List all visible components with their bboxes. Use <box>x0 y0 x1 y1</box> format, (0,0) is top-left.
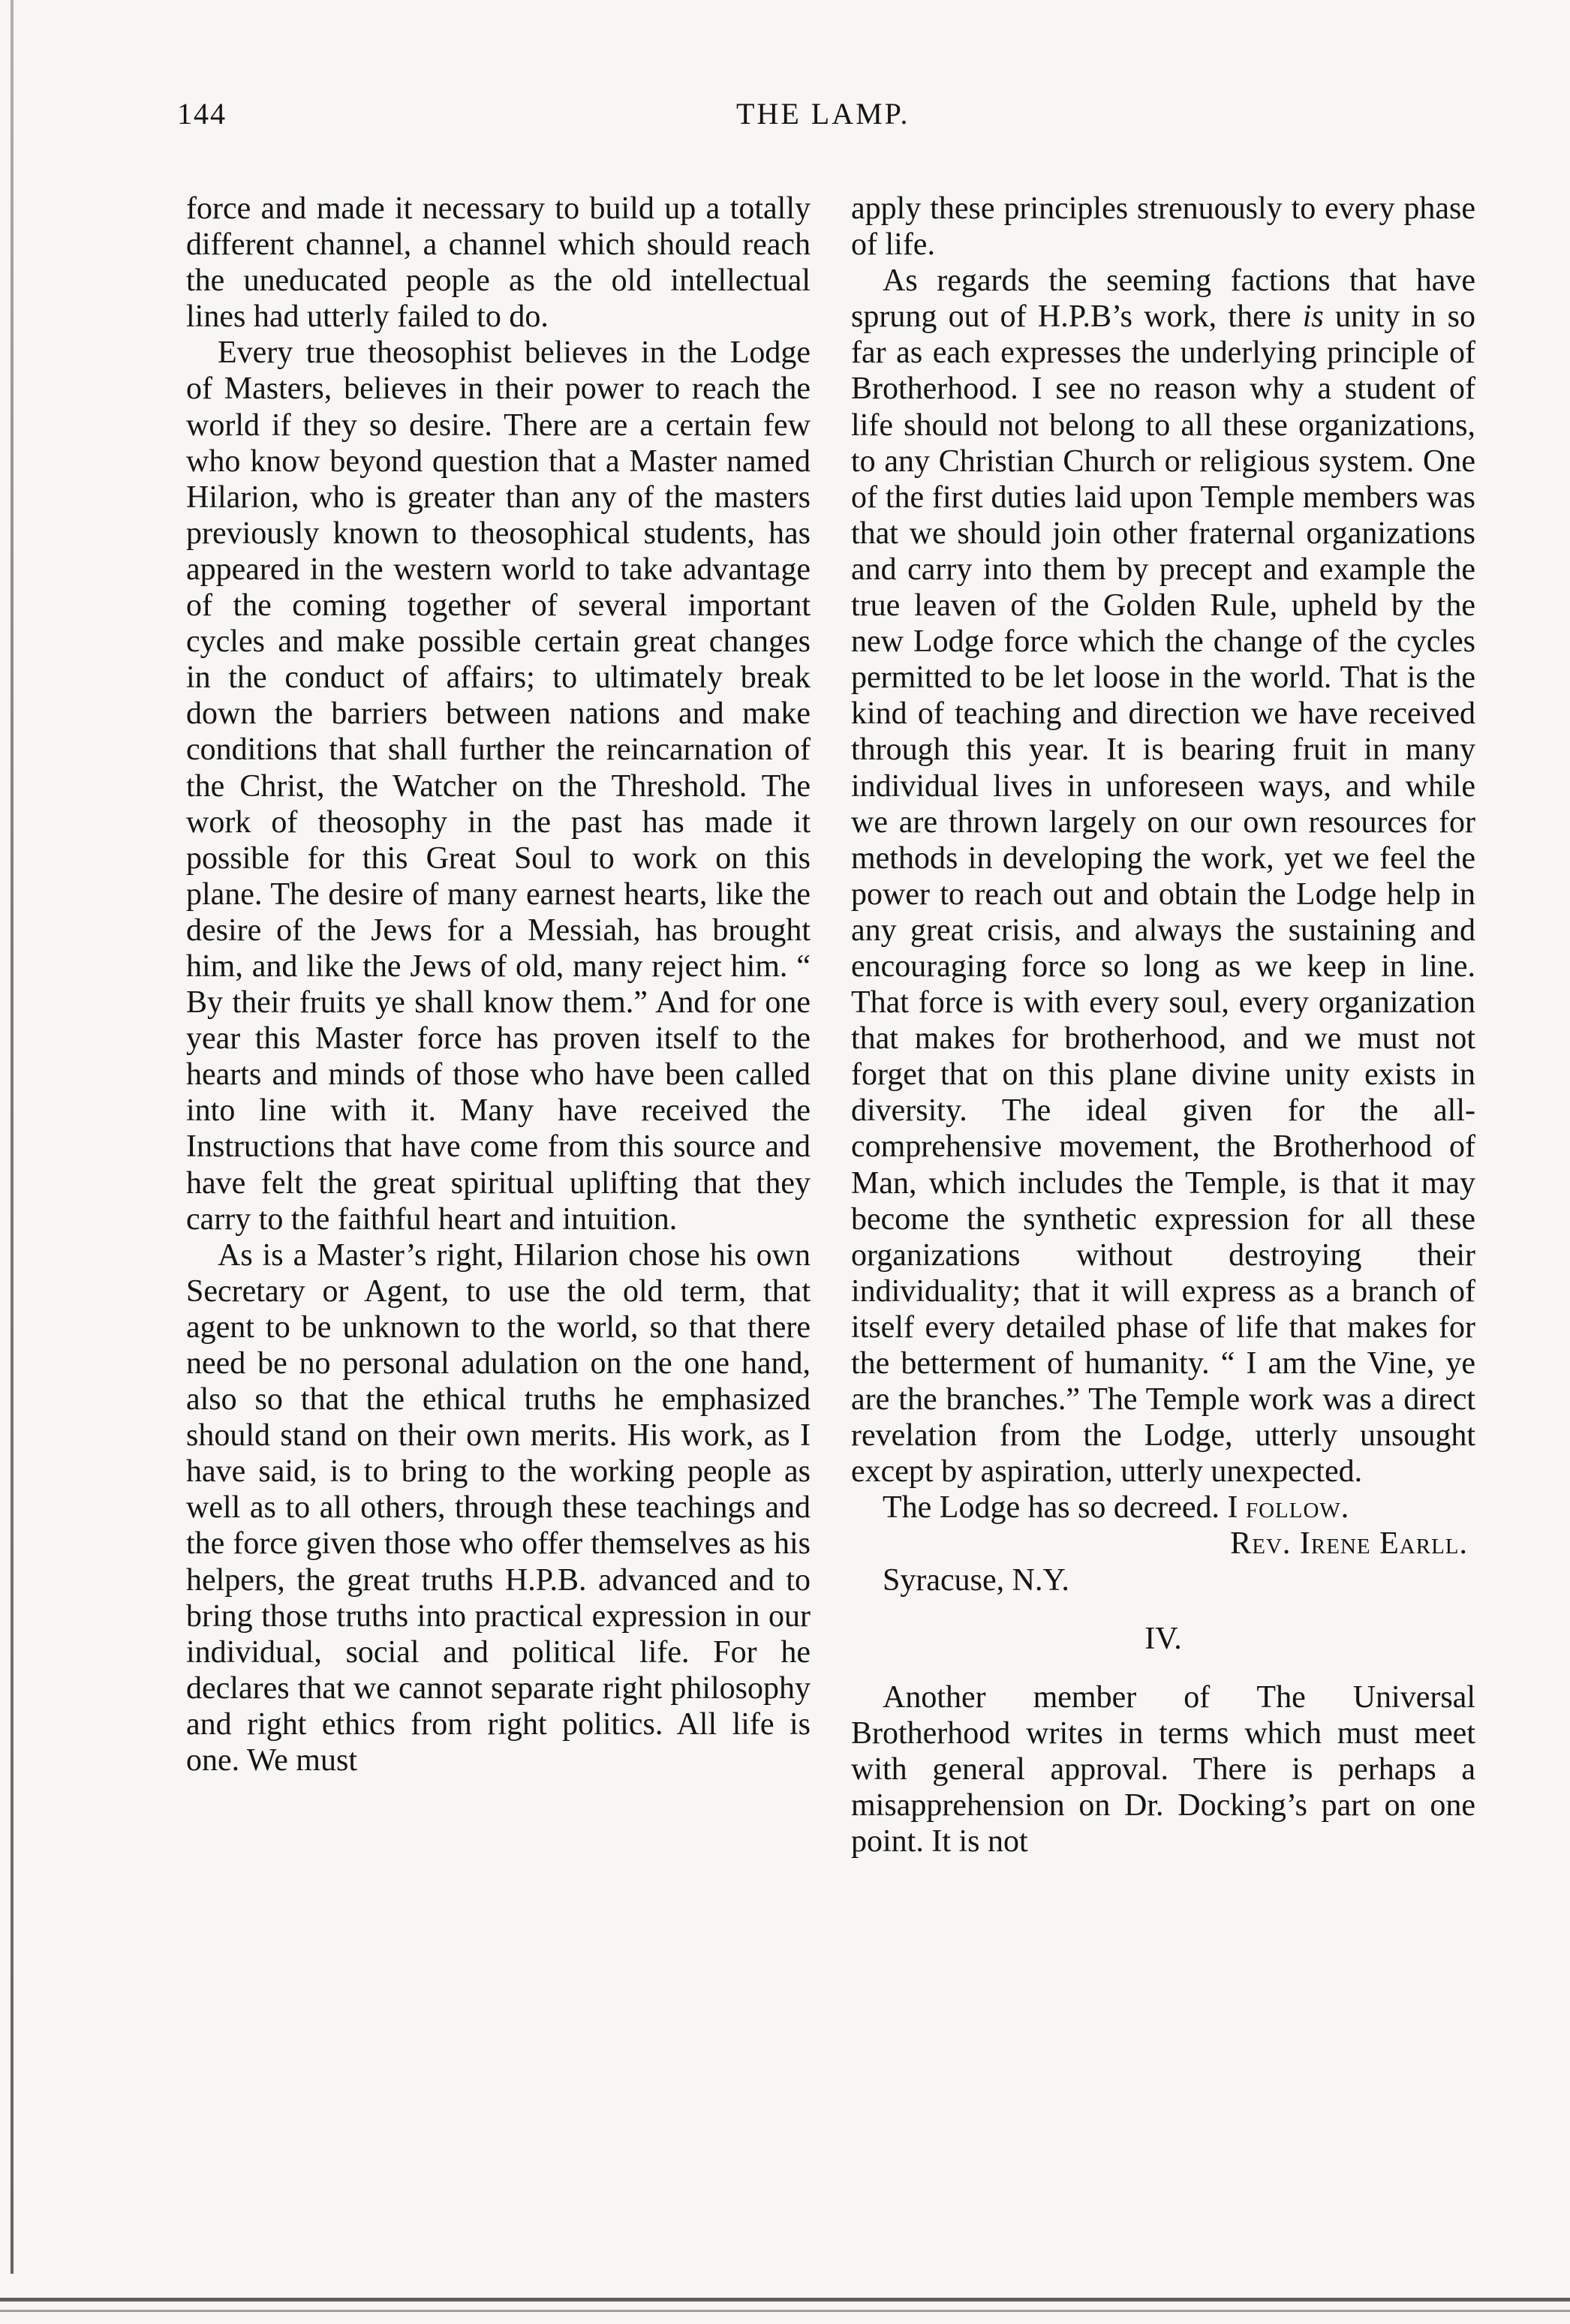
paragraph <box>851 263 1475 1490</box>
scan-edge-bottom-lower <box>0 2310 1570 2312</box>
text-run: The Lodge has so decreed. I <box>883 1490 1246 1526</box>
text-run: unity in so far as each expresses the underlying principle of Brotherhood. I see no reason why a student of life should not belong to all these organizations, to any Christian Church or religious system. One of the first duties laid upon Temple members was that we should join other fraternal organizations and carry into them by precept and example the true leaven of the Golden Rule, upheld by the new Lodge force which the change of the cycles permitted to be let loose in the world. That is the kind of teaching and direction we have received through this year. It is bearing fruit in many individual lives in unforeseen ways, and while we are thrown largely on our own resources for methods in developing the work, yet we feel the power to reach out and obtain the Lodge help in any great crisis, and always the sustaining and encouraging force so long as we keep in line. That force is with every soul, every organization that makes for brotherhood, and we must not forget that on this plane divine unity exists in diversity. The ideal given for the all-comprehensive movement, the Brotherhood of Man, which includes the Temple, is that it may become the synthetic expression for all these organizations without destroying their individuality; that it will express as a branch of itself every detailed phase of life that makes for the betterment of humanity. “ I am the Vine, ye are the branches.” The Temple work was a direct revelation from the Lodge, utterly unsought except by aspiration, utterly unexpected. <box>851 299 1475 1490</box>
signature: Rev. Irene Earll. <box>1230 1526 1468 1562</box>
page-number: 144 <box>177 97 227 131</box>
text-run: As regards the seeming factions that have sprung out of H.P.B’s work, there <box>851 263 1475 335</box>
scan-edge-bottom <box>0 2298 1570 2301</box>
section-number: IV. <box>1144 1621 1182 1656</box>
paragraph: force and made it necessary to build up a totally different channel, a channel which should reach the uneducated people as the old intellectual lines had utterly failed to do. <box>186 191 811 335</box>
page-header <box>177 96 1475 141</box>
paragraph: apply these principles strenuously to every phase of life. <box>851 191 1475 263</box>
paragraph: Every true theosophist believes in the Lodge of Masters, believes in their power to reach the world if they so desire. There are a certain few who know beyond question that a Master named Hilarion, who is greater than any of the masters previously known to theosophical students, has appeared in the western world to take advantage of the coming together of several important cycles and make possible certain great changes in the conduct of affairs; to ultimately break down the barriers between nations and make conditions that shall further the reincarnation of the Christ, the Watcher on the Threshold. The work of theosophy in the past has made it possible for this Great Soul to work on this plane. The desire of many earnest hearts, like the desire of the Jews for a Messiah, has brought him, and like the Jews of old, many reject him. “ By their fruits ye shall know them.” And for one year this Master force has proven itself to the hearts and minds of those who have been called into line with it. Many have received the Instructions that have come from this source and have felt the great spiritual uplifting that they carry to the faithful heart and intuition. <box>186 335 811 1237</box>
paragraph: Another member of The Universal Brotherhood writes in terms which must meet with general approval. There is perhaps a misapprehension on Dr. Docking’s part on one point. It is not <box>851 1679 1475 1860</box>
small-caps-text: follow. <box>1245 1490 1350 1526</box>
scan-edge-left <box>11 0 14 2274</box>
right-column <box>851 191 1475 1860</box>
paragraph <box>851 1490 1475 1526</box>
italic-text: is <box>1302 299 1324 335</box>
left-column <box>186 191 811 1778</box>
paragraph: As is a Master’s right, Hilarion chose his own Secretary or Agent, to use the old term, that agent to be unknown to the world, so that there need be no personal adulation on the one hand, also so that the ethical truths he emphasized should stand on their own merits. His work, as I have said, is to bring to the working people as well as to all others, through these teachings and the force given those who offer themselves as his helpers, the great truths H.P.B. advanced and to bring those truths into practical expression in our individual, social and political life. For he declares that we cannot separate right philosophy and right ethics from right politics. All life is one. We must <box>186 1237 811 1778</box>
running-head: THE LAMP. <box>736 97 910 131</box>
place-line: Syracuse, N.Y. <box>883 1562 1069 1598</box>
